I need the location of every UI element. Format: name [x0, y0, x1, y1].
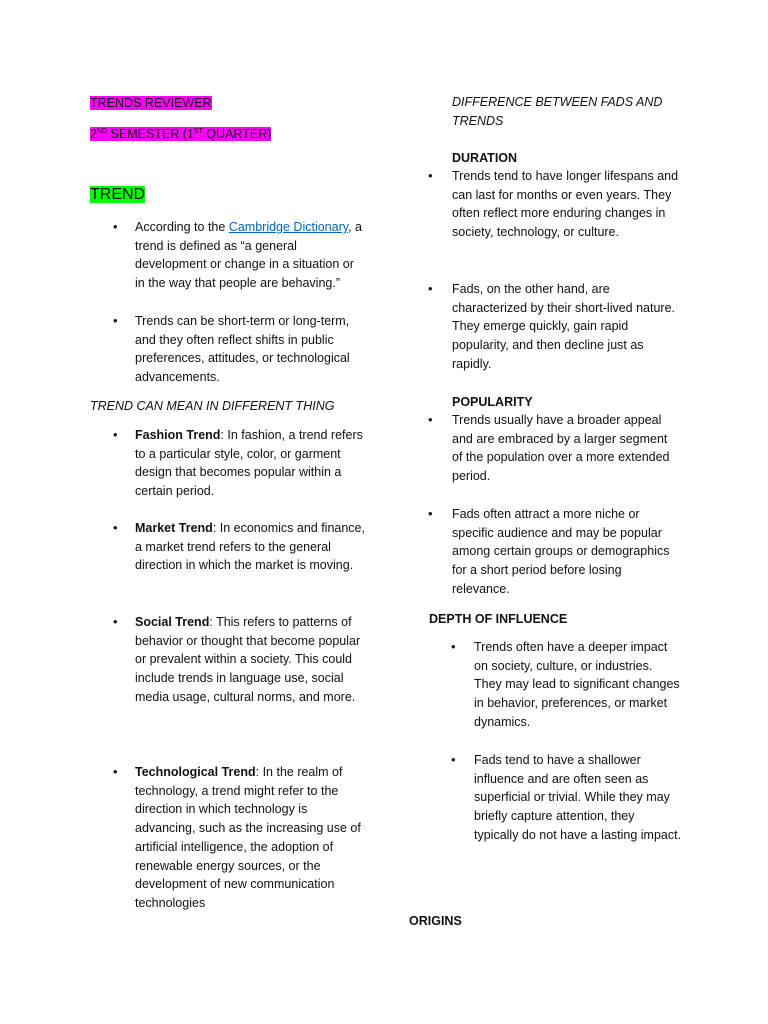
bullet-icon: • — [113, 313, 118, 328]
fashion-trend-item: Fashion Trend: In fashion, a trend refers to a particular style, color, or garment design that becomes popular within a certain period. — [135, 428, 363, 499]
bullet-icon: • — [428, 281, 433, 296]
difference-heading: DIFFERENCE BETWEEN FADS AND TRENDS — [452, 95, 663, 128]
technological-trend-item: Technological Trend: In the realm of technology, a trend might refer to the direction in which technology is advancing, such as the increasing use of artificial intelligence, the adoption of renewable energy sources, or the development of new communication technologies — [135, 765, 361, 910]
market-trend-item: Market Trend: In economics and finance, a market trend refers to the general direction in which the market is moving. — [135, 521, 365, 573]
meaning-heading: TREND CAN MEAN IN DIFFERENT THING — [90, 399, 335, 413]
bullet-icon: • — [113, 614, 118, 629]
depth-label: DEPTH OF INFLUENCE — [429, 612, 568, 626]
popularity-fads: Fads often attract a more niche or specific audience and may be popular among certain groups or demographics for a short period before losing relevance. — [452, 507, 670, 596]
semester-line: 2ND SEMESTER (1ST QUARTER) — [90, 127, 272, 141]
bullet-icon: • — [113, 520, 118, 535]
trend-heading: TREND — [90, 186, 146, 203]
bullet-icon: • — [428, 168, 433, 183]
bullet-icon: • — [451, 639, 456, 654]
popularity-label: POPULARITY — [452, 395, 533, 409]
definition-paragraph: According to the Cambridge Dictionary, a trend is defined as “a general development or change in a situation or in the way that people are behaving.” — [135, 220, 362, 291]
bullet-icon: • — [113, 427, 118, 442]
bullet-icon: • — [428, 506, 433, 521]
duration-trends: Trends tend to have longer lifespans and can last for months or even years. They often reflect more enduring changes in society, technology, or culture. — [452, 169, 679, 240]
social-trend-item: Social Trend: This refers to patterns of behavior or thought that become popular or prevalent within a society. This could include trends in language use, social media usage, cultural norms, and more. — [135, 615, 361, 704]
bullet-icon: • — [113, 219, 118, 234]
duration-label: DURATION — [452, 151, 518, 165]
cambridge-dictionary-link[interactable]: Cambridge Dictionary — [228, 220, 349, 234]
depth-fads: Fads tend to have a shallower influence and are often seen as superficial or trivial. While they may briefly capture attention, they typically do not have a lasting impact. — [474, 753, 682, 842]
origins-label: ORIGINS — [409, 914, 462, 928]
bullet-icon: • — [428, 412, 433, 427]
document-title: TRENDS REVIEWER — [90, 96, 212, 110]
bullet-icon: • — [451, 752, 456, 767]
popularity-trends: Trends usually have a broader appeal and are embraced by a larger segment of the population over a more extended period. — [452, 413, 670, 484]
shifts-paragraph: Trends can be short-term or long-term, and they often reflect shifts in public preferences, attitudes, or technological advancements. — [135, 314, 350, 385]
bullet-icon: • — [113, 764, 118, 779]
duration-fads: Fads, on the other hand, are characterized by their short-lived nature. They emerge quickly, gain rapid popularity, and then decline just as rapidly. — [452, 282, 676, 371]
depth-trends: Trends often have a deeper impact on society, culture, or industries. They may lead to significant changes in behavior, preferences, or market dynamics. — [474, 640, 680, 729]
